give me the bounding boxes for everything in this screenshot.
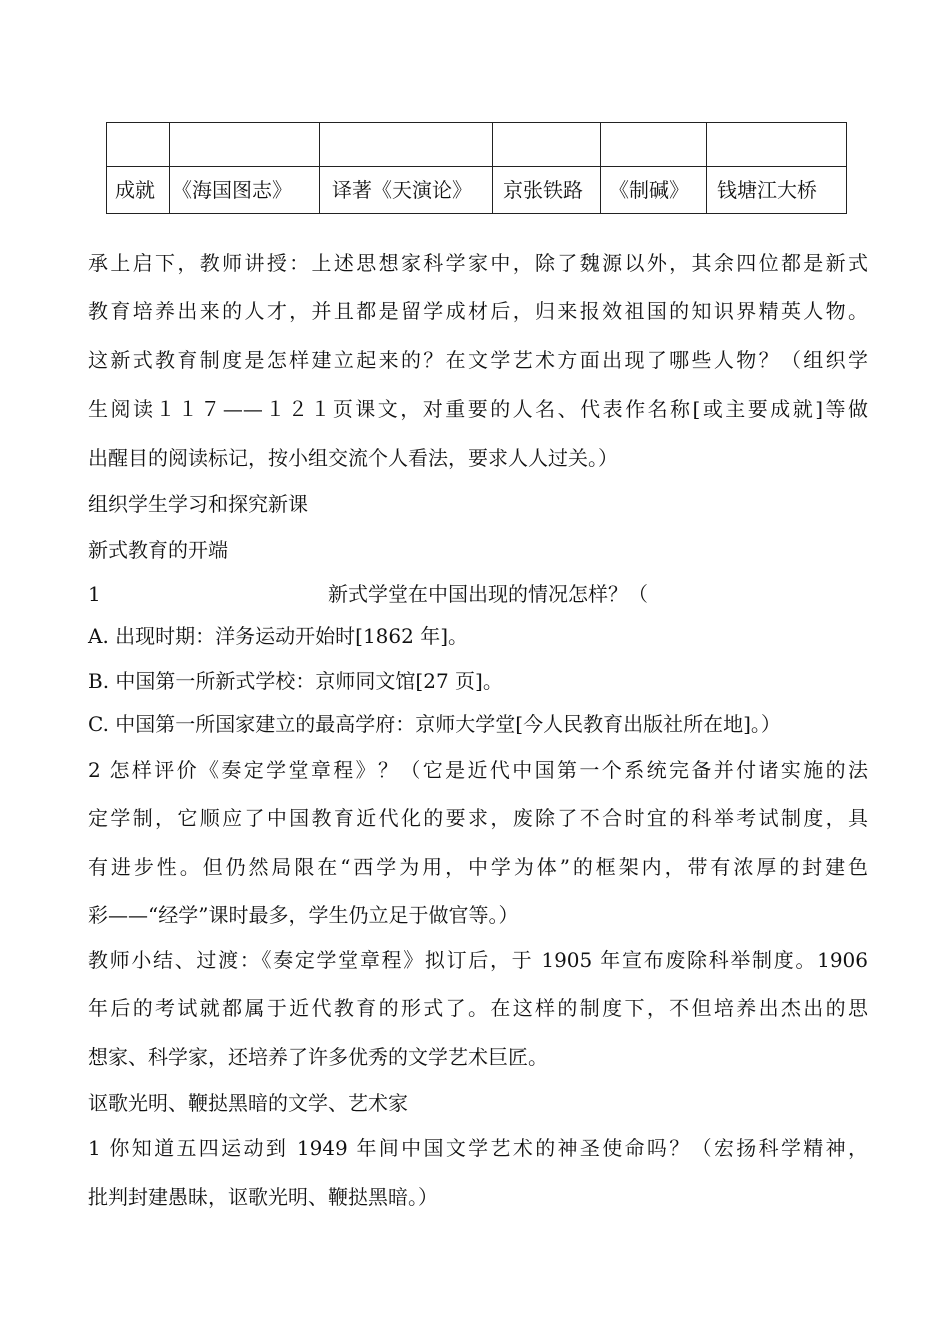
- intro-line: 这新式教育制度是怎样建立起来的？在文学艺术方面出现了哪些人物？（组织学: [88, 348, 868, 372]
- table-cell: 《海国图志》: [170, 167, 320, 214]
- table-cell: [493, 123, 601, 167]
- question-text: 新式学堂在中国出现的情况怎样？（: [328, 582, 648, 606]
- table-cell: [320, 123, 493, 167]
- question-3-line: 1 你知道五四运动到 1949 年间中国文学艺术的神圣使命吗？（宏扬科学精神，: [88, 1136, 868, 1160]
- table-cell: 钱塘江大桥: [707, 167, 847, 214]
- intro-line: 出醒目的阅读标记，按小组交流个人看法，要求人人过关。）: [88, 446, 618, 470]
- table-cell: 译著《天演论》: [320, 167, 493, 214]
- summary-line: 教师小结、过渡：《奏定学堂章程》拟订后，于 1905 年宣布废除科举制度。1906: [88, 948, 868, 972]
- intro-line: 教育培养出来的人才，并且都是留学成材后，归来报效祖国的知识界精英人物。: [88, 299, 868, 323]
- table-row-achievements: [107, 167, 847, 214]
- table-row-empty: [107, 123, 847, 167]
- question-1: [88, 580, 868, 608]
- list-item: B. 中国第一所新式学校：京师同文馆[27 页]。: [88, 669, 503, 693]
- table-cell: 《制碱》: [601, 167, 707, 214]
- table-cell: [170, 123, 320, 167]
- list-item: C. 中国第一所国家建立的最高学府：京师大学堂[今人民教育出版社所在地]。）: [88, 712, 781, 736]
- question-2-line: 2 怎样评价《奏定学堂章程》？（它是近代中国第一个系统完备并付诸实施的法: [88, 758, 868, 782]
- table-cell: 京张铁路: [493, 167, 601, 214]
- achievements-table: [106, 122, 847, 214]
- question-3-line: 批判封建愚昧，讴歌光明、鞭挞黑暗。）: [88, 1185, 438, 1209]
- subsection-heading: 讴歌光明、鞭挞黑暗的文学、艺术家: [88, 1091, 408, 1115]
- intro-line: 承上启下，教师讲授：上述思想家科学家中，除了魏源以外，其余四位都是新式: [88, 251, 868, 275]
- summary-line: 想家、科学家，还培养了许多优秀的文学艺术巨匠。: [88, 1045, 548, 1069]
- question-2-line: 有进步性。但仍然局限在“西学为用，中学为体”的框架内，带有浓厚的封建色: [88, 855, 868, 879]
- question-2-line: 彩——“经学”课时最多，学生仍立足于做官等。）: [88, 903, 519, 927]
- table-cell: [601, 123, 707, 167]
- table-cell: [707, 123, 847, 167]
- summary-line: 年后的考试就都属于近代教育的形式了。在这样的制度下，不但培养出杰出的思: [88, 996, 868, 1020]
- row-label-cell: 成就: [107, 167, 170, 214]
- subsection-heading: 新式教育的开端: [88, 538, 228, 562]
- intro-line: 生阅读１１７——１２１页课文，对重要的人名、代表作名称[或主要成就]等做: [88, 397, 868, 421]
- section-heading: 组织学生学习和探究新课: [88, 492, 308, 516]
- table-cell: [107, 123, 170, 167]
- list-item: A. 出现时期：洋务运动开始时[1862 年]。: [88, 624, 469, 648]
- question-2-line: 定学制，它顺应了中国教育近代化的要求，废除了不合时宜的科举考试制度，具: [88, 806, 868, 830]
- question-number: 1: [88, 582, 101, 606]
